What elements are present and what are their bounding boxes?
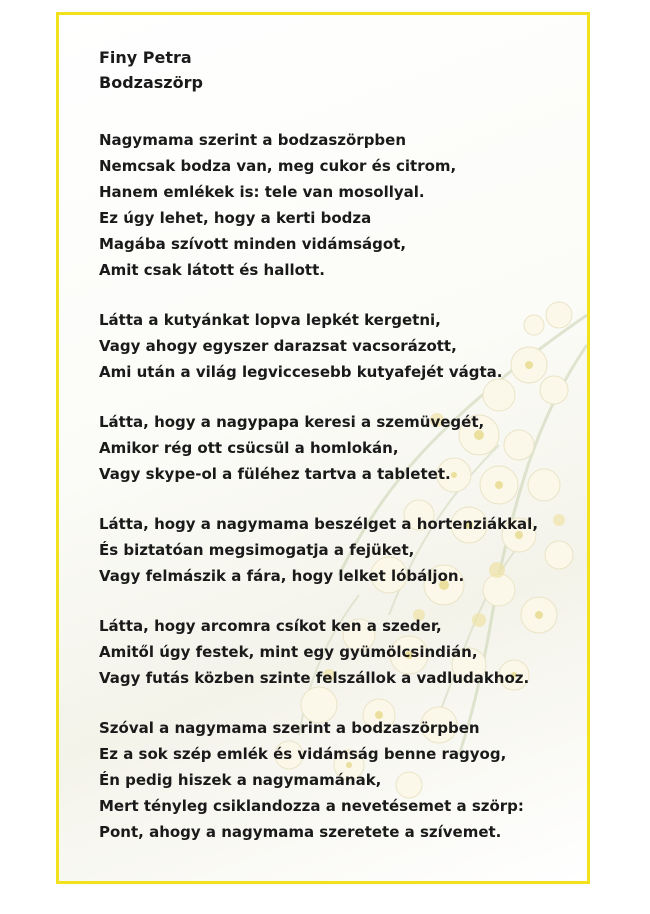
poem-line: Mert tényleg csiklandozza a nevetésemet a szörp:: [99, 797, 524, 815]
poem-title: Bodzaszörp: [99, 73, 203, 92]
stanza-6: [99, 715, 579, 845]
poem-line: Ez úgy lehet, hogy a kerti bodza: [99, 209, 372, 227]
poem-line: Pont, ahogy a nagymama szeretete a szívemet.: [99, 823, 502, 841]
poem-line: Vagy felmászik a fára, hogy lelket lóbáljon.: [99, 567, 465, 585]
poem-line: És biztatóan megsimogatja a fejüket,: [99, 541, 415, 559]
poem-page: [56, 12, 590, 884]
poem-line: Látta a kutyánkat lopva lepkét kergetni,: [99, 311, 441, 329]
poem-line: Amitől úgy festek, mint egy gyümölcsindián,: [99, 643, 478, 661]
poem-line: Hanem emlékek is: tele van mosollyal.: [99, 183, 425, 201]
poem-line: Vagy ahogy egyszer darazsat vacsorázott,: [99, 337, 457, 355]
poem-line: Vagy futás közben szinte felszállok a vadludakhoz.: [99, 669, 530, 687]
poem-line: Nagymama szerint a bodzaszörpben: [99, 131, 407, 149]
poem-line: Nemcsak bodza van, meg cukor és citrom,: [99, 157, 457, 175]
poem-line: Ez a sok szép emlék és vidámság benne ragyog,: [99, 745, 507, 763]
poem-body: [99, 127, 579, 845]
stanza-4: [99, 511, 579, 589]
stanza-1: [99, 127, 579, 283]
poem-line: Látta, hogy a nagymama beszélget a hortenziákkal,: [99, 515, 539, 533]
poem-author: Finy Petra: [99, 48, 192, 67]
poem-line: Amit csak látott és hallott.: [99, 261, 325, 279]
stanza-3: [99, 409, 579, 487]
poem-line: Amikor rég ott csücsül a homlokán,: [99, 439, 399, 457]
poem-line: Látta, hogy arcomra csíkot ken a szeder,: [99, 617, 442, 635]
stanza-2: [99, 307, 579, 385]
poem-line: Én pedig hiszek a nagymamának,: [99, 771, 382, 789]
poem-line: Vagy skype-ol a füléhez tartva a tabletet.: [99, 465, 451, 483]
poem-line: Szóval a nagymama szerint a bodzaszörpben: [99, 719, 480, 737]
poem-line: Látta, hogy a nagypapa keresi a szemüvegét,: [99, 413, 485, 431]
poem-text-block: [99, 45, 579, 869]
poem-line: Magába szívott minden vidámságot,: [99, 235, 407, 253]
stanza-5: [99, 613, 579, 691]
poem-line: Ami után a világ legviccesebb kutyafejét vágta.: [99, 363, 503, 381]
